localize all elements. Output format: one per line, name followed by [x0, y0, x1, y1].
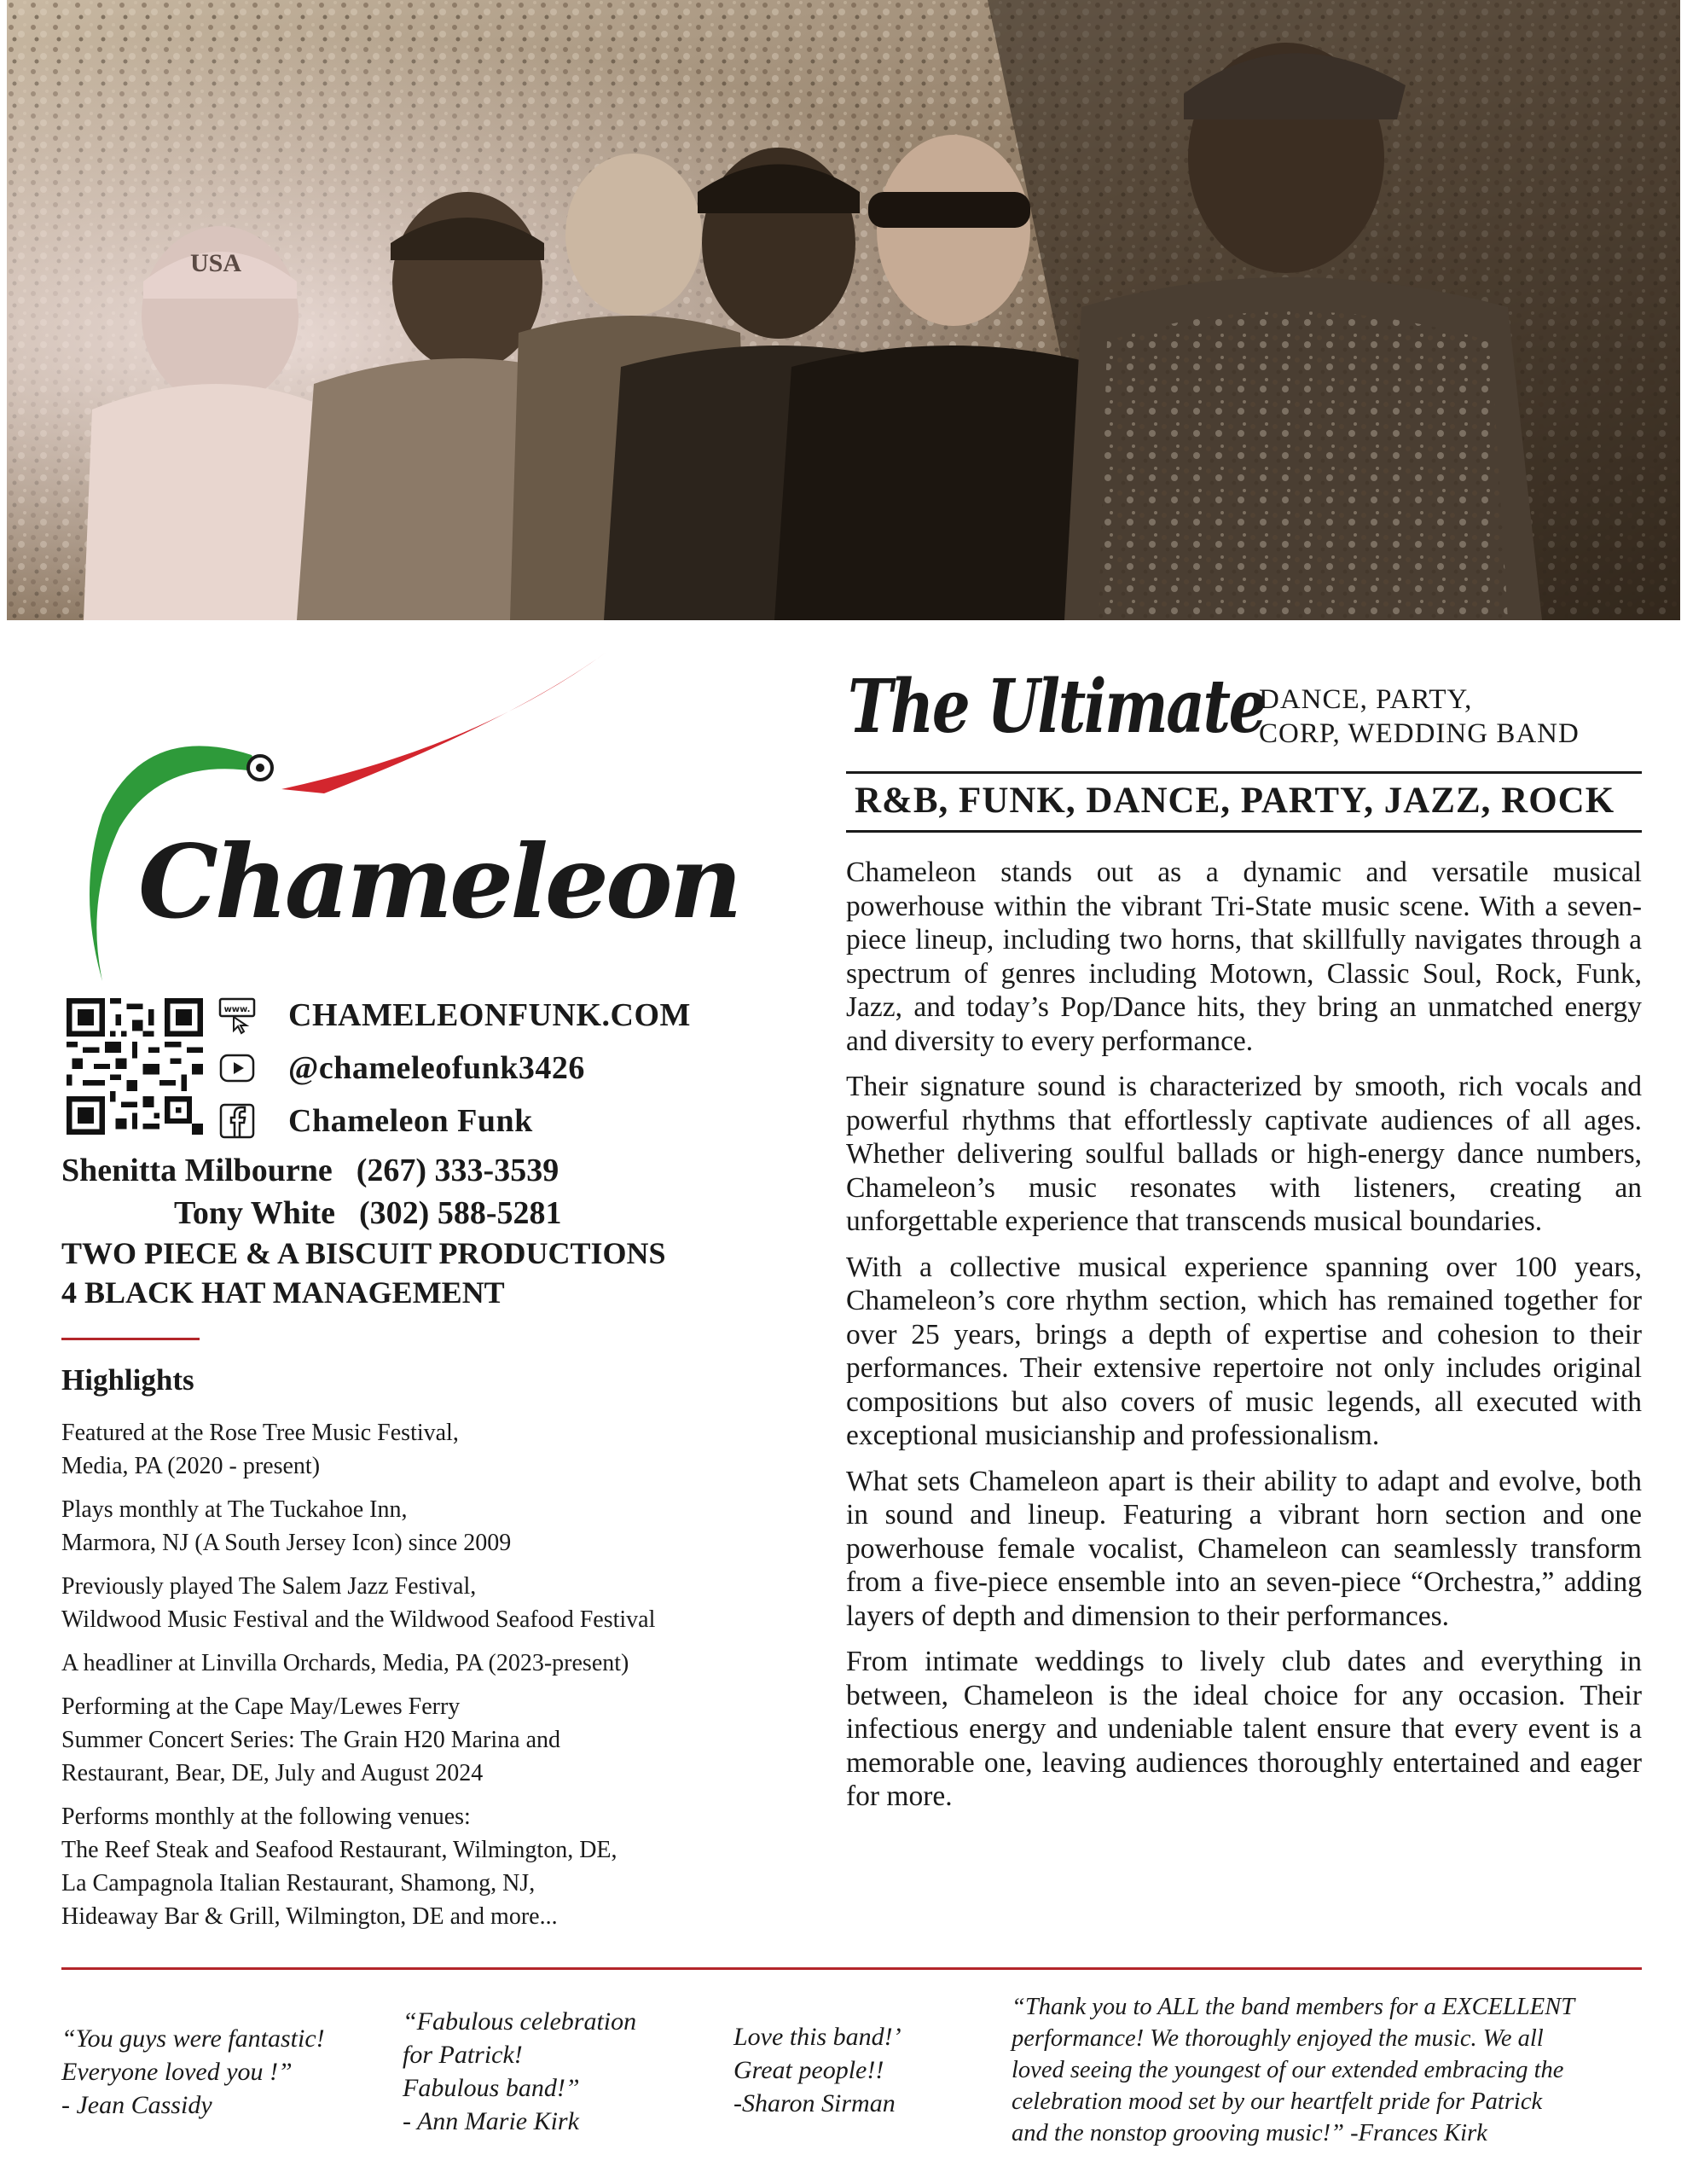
testimonial-frances-kirk: “Thank you to ALL the band members for a EXCELLENT performance! We thoroughly enjoyed the music. We all loved seeing the youngest of our extended embracing the celebration mood set by our heartfelt pride for Patrick and the nonstop grooving music!” -Frances Kirk — [1012, 1994, 1575, 2146]
contact-name: Shenitta Milbourne — [61, 1153, 333, 1188]
highlight-item: Previously played The Salem Jazz Festival, Wildwood Music Festival and the Wildwood Seafood Festival — [61, 1573, 656, 1633]
youtube-icon — [218, 1049, 256, 1087]
logo-red-swoosh — [281, 653, 606, 793]
management-company: 4 BLACK HAT MANAGEMENT — [61, 1275, 505, 1310]
svg-text:www.: www. — [223, 1005, 251, 1014]
testimonial-jean-cassidy: “You guys were fantastic! Everyone loved you !” - Jean Cassidy — [61, 2024, 325, 2119]
contact-phone[interactable]: (302) 588-5281 — [359, 1195, 562, 1231]
bio-paragraph: With a collective musical experience spanning over 100 years, Chameleon’s core rhythm section, which has remained together for over 25 years, brings a depth of expertise and cohesion to their performances. Their extensive repertoire not only includes original compositions but also covers of music legends, all executed with exceptional musicianship and professionalism. — [846, 1251, 1642, 1451]
bio-paragraph: What sets Chameleon apart is their ability to adapt and evolve, both in sound and lineup. Featuring a vibrant horn section and one powerhouse female vocalist, Chameleon can seamlessly transform from a five-piece ensemble into an seven-piece “Orchestra,” adding layers of depth and dimension to their performances. — [846, 1465, 1642, 1632]
web-icon — [218, 996, 256, 1034]
qr-code[interactable] — [67, 998, 203, 1135]
chameleon-logo — [68, 644, 739, 994]
highlights-heading: Highlights — [61, 1363, 194, 1397]
highlight-item: Performing at the Cape May/Lewes Ferry Summer Concert Series: The Grain H20 Marina and Restaurant, Bear, DE, July and August 2024 — [61, 1693, 561, 1786]
contact-shenitta — [61, 1152, 559, 1189]
highlight-item: A headliner at Linvilla Orchards, Media, PA (2023-present) — [61, 1650, 629, 1676]
contact-phone[interactable]: (267) 333-3539 — [356, 1153, 559, 1188]
testimonial-ann-marie-kirk: “Fabulous celebration for Patrick! Fabulous band!” - Ann Marie Kirk — [403, 2007, 637, 2135]
bio-paragraph: Their signature sound is characterized by smooth, rich vocals and powerful rhythms that effortlessly captivate audiences of all ages. Whether delivering soulful ballads or high-energy dance numbers, Chameleon’s music resonates with listeners, creating an unforgettable experience that transcends musical boundaries. — [846, 1071, 1642, 1237]
facebook-page[interactable]: Chameleon Funk — [288, 1103, 533, 1139]
logo-wordmark: Chameleon — [138, 822, 739, 941]
tagline-line-1: DANCE, PARTY, — [1259, 684, 1473, 715]
production-company: TWO PIECE & A BISCUIT PRODUCTIONS — [61, 1236, 666, 1270]
testimonial-sharon-sirman: Love this band!’ Great people!! -Sharon Sirman — [733, 2023, 901, 2117]
tagline-line-2: CORP, WEDDING BAND — [1259, 718, 1580, 749]
bio-paragraph: Chameleon stands out as a dynamic and versatile musical powerhouse within the vibrant Tri-State music scene. With a seven-piece lineup, including two horns, that skillfully navigates through a spectrum of genres including Motown, Classic Soul, Rock, Funk, Jazz, and today’s Pop/Dance hits, they bring an unmatched energy and diversity to every performance. — [846, 857, 1642, 1057]
genres-banner: R&B, FUNK, DANCE, PARTY, JAZZ, ROCK — [855, 781, 1615, 821]
highlight-item: Plays monthly at The Tuckahoe Inn, Marmora, NJ (A South Jersey Icon) since 2009 — [61, 1496, 512, 1556]
svg-text:USA: USA — [190, 249, 242, 277]
band-photo — [7, 0, 1680, 620]
highlight-item: Featured at the Rose Tree Music Festival, Media, PA (2020 - present) — [61, 1420, 459, 1479]
contact-name: Tony White — [174, 1195, 336, 1231]
highlights-list — [61, 1416, 812, 1943]
divider-bottom — [846, 830, 1642, 833]
bio-paragraph: From intimate weddings to lively club dates and everything in between, Chameleon is the ideal choice for any occasion. Their infectious energy and undeniable talent ensure that every event is a memorable one, leaving audiences thoroughly entertained and eager for more. — [846, 1646, 1642, 1812]
headline-tagline — [1259, 682, 1580, 751]
contact-tony — [174, 1194, 562, 1232]
divider-testimonials — [61, 1967, 1642, 1970]
headline-ultimate: The Ultimate — [848, 664, 1266, 750]
facebook-icon — [218, 1102, 256, 1140]
divider-short — [61, 1338, 200, 1340]
band-bio — [846, 856, 1642, 1826]
website-link[interactable]: CHAMELEONFUNK.COM — [288, 997, 691, 1033]
divider-top — [846, 771, 1642, 774]
highlight-item: Performs monthly at the following venues: The Reef Steak and Seafood Restaurant, Wilmington, DE, La Campagnola Italian Restaurant, Shamong, NJ, Hideaway Bar & Grill, Wilmington, DE and more... — [61, 1804, 617, 1930]
youtube-handle[interactable]: @chameleofunk3426 — [288, 1050, 585, 1086]
